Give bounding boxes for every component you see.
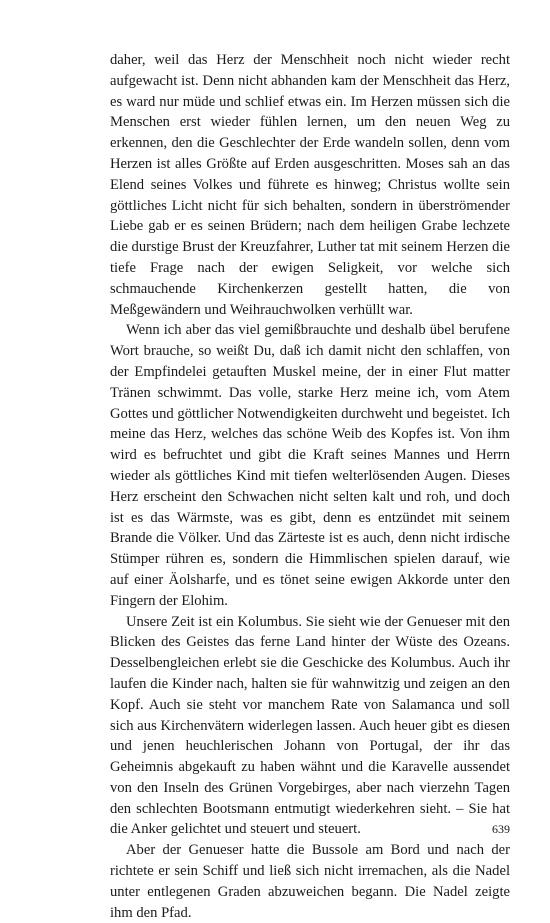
paragraph: Wenn ich aber das viel gemißbrauchte und deshalb übel berufene Wort brauche, so weißt Du, daß ich damit nicht den schlaffen, von der Empfindelei getauften Muskel meine, der in einer Flut matter Tränen schwimmt. Das volle, starke Herz meine ich, vom Atem Gottes und göttlicher Notwendigkeiten durchweht und begeistet. Ich meine das Herz, welches das schöne Weib des Kopfes ist. Von ihm wird es befruchtet und gibt die Kraft seines Mannes und Herrn wieder als göttliches Kind mit tiefen welterlösenden Augen. Dieses Herz erscheint den Schwachen nicht selten kalt und roh, und doch ist es das Wärmste, was es gibt, denn es entzündet mit seinem Brande die Völker. Und das Zärteste ist es auch, denn nicht irdische Stümper rühren es, sondern die Himmlischen spielen darauf, wie auf einer Äolsharfe, und es tönet seine ewigen Akkorde unter den Fingern der Elohim. xyxy=(110,322,510,609)
paragraph: Unsere Zeit ist ein Kolumbus. Sie sieht wie der Genueser mit den Blicken des Geistes das ferne Land hinter der Wüste des Ozeans. Desselbengleichen erlebt sie die Geschicke des Kolumbus. Auch ihr laufen die Kinder nach, halten sie für wahnwitzig und zeigen an den Kopf. Auch sie steht vor manchem Rate von Salamanca und soll sich aus Kirchenvätern widerlegen lassen. Auch heuer gibt es diesen und jenen heuchlerischen Johann von Portugal, der ihr das Geheimnis abgekauft zu haben wähnt und die Karavelle aussendet von den Inseln des Grünen Vorgebirges, aber nach vierzehn Tagen den schlechten Bootsmann entmutigt wiederkehren sieht. – Sie hat die Anker gelichtet und steuert und steuert. xyxy=(110,613,510,838)
paragraph: daher, weil das Herz der Menschheit noch nicht wieder recht aufgewacht ist. Denn nicht abhanden kam der Menschheit das Herz, es ward nur müde und schlief etwas ein. Im Herzen müssen sich die Menschen erst wieder fühlen lernen, um den neuen Weg zu erkennen, den die Geschlechter der Erde wandeln sollen, denn vom Herzen ist alles Größte auf Erden ausgeschritten. Moses sah an das Elend seines Volkes und führete es hinweg; Christus wollte sein göttliches Licht nicht für sich behalten, sondern in überströmender Liebe gab er es seinen Brüdern; nach dem heiligen Grabe lechzete die durstige Brust der Kreuzfahrer, Luther tat mit seinem Herzen die tiefe Frage nach der ewigen Seligkeit, vor welche sich schmauchende Kirchenkerzen gestellt hatten, die von Meßgewändern und Weihrauchwolken verhüllt war. xyxy=(110,52,510,318)
body-text xyxy=(110,50,510,923)
page-number: 639 xyxy=(492,822,510,836)
paragraph: Aber der Genueser hatte die Bussole am Bord und nach der richtete er sein Schiff und ließ sich nicht irremachen, als die Nadel unter entlegenen Graden abzuweichen begann. Die Nadel zeigte ihm den Pfad. xyxy=(110,842,510,921)
